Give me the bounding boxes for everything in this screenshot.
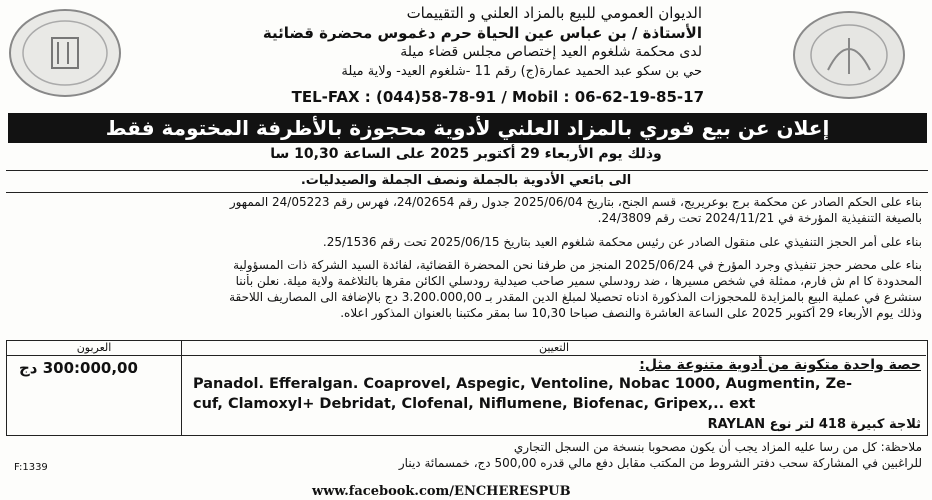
paragraph-seizure-order: بناء على أمر الحجز التنفيذي على منقول الصادر عن رئيس محكمة شلغوم العيد بتاريخ 2025/06/15 تحت رقم 25/1536. (322, 235, 922, 249)
note-commercial-register: ملاحظة: كل من رسا عليه المزاد يجب أن يكون مصحوبا بنسخة من السجل التجاري (513, 440, 922, 454)
divider (6, 170, 928, 171)
refrigerator-item: ثلاجة كبيرة 418 لتر نوع RAYLAN (707, 417, 921, 432)
announcement-title: إعلان عن بيع فوري بالمزاد العلني لأدوية محجوزة بالأظرفة المختومة فقط (105, 116, 830, 140)
column-header-deposit: العربون (76, 341, 112, 354)
note-specifications-fee: للراغبين في المشاركة سحب دفتر الشروط من المكتب مقابل دفع مالي قدره 500,00 دج، خمسمائة دينار (398, 456, 922, 470)
column-header-designation: التعيين (538, 341, 570, 354)
court-jurisdiction: لدى محكمة شلغوم العيد إختصاص مجلس قضاء ميلة (400, 44, 702, 60)
paragraph-inventory-line: المحدودة كا ام ش فارم، ممثلة في شخص مسيرها ، ضد رودسلي سمير صاحب صيدلية رودسلي الكائن مقرها بالتلاغمة ولاية ميلة. نعلن بأننا (235, 274, 922, 288)
paragraph-inventory-line: بناء على محضر حجز تنفيذي وجرد المؤرخ في 2025/06/24 المنجز من طرفنا نحن المحضرة القضائية، لفائدة السيد الشركة ذات المسؤولية (233, 258, 922, 272)
medicine-list-line: cuf, Clamoxyl+ Debridat, Clofenal, Niflumene, Biofenac, Gripex,.. ext (193, 396, 756, 412)
reference-code: F:1339 (14, 462, 48, 473)
official-seal-right (790, 8, 908, 102)
office-address: حي بن سكو عبد الحميد عمارة(ج) رقم 11 -شلغوم العيد- ولاية ميلة (341, 64, 702, 79)
lot-table (6, 340, 928, 436)
paragraph-judgment-line: بناء على الحكم الصادر عن محكمة برج بوعريريج، قسم الجنح، بتاريخ 2025/06/04 جدول رقم 24/02654، فهرس رقم 24/05223 الممهور (229, 195, 922, 209)
target-audience: الى بائعي الأدوية بالجملة ونصف الجملة والصيدليات. (300, 173, 632, 188)
divider (6, 192, 928, 193)
paragraph-judgment-line: بالصيغة التنفيذية المؤرخة في 2024/11/21 تحت رقم 24/3809. (597, 211, 922, 225)
official-seal-left (6, 6, 124, 100)
paragraph-inventory-line: سنشرع في عملية البيع بالمزايدة للمحجوزات المذكورة ادناه تحصيلا لمبلغ الدين المقدر بـ 3.200.000,00 دج بالإضافة الى المصاريف اللاحقة (229, 290, 922, 304)
contact-phones: TEL-FAX : (044)58-78-91 / Mobil : 06-62-19-85-17 (291, 88, 704, 106)
table-header-divider (7, 355, 926, 356)
paragraph-inventory-line: وذلك يوم الأربعاء 29 أكتوبر 2025 على الساعة العاشرة والنصف صباحا 10,30 سا بمقر مكتبنا بالعنوان المذكور اعلاه. (340, 306, 922, 320)
table-column-divider (181, 341, 182, 435)
medicine-list-line: Panadol. Efferalgan. Coaprovel, Aspegic, Ventoline, Nobac 1000, Augmentin, Ze- (193, 376, 852, 392)
office-name: الديوان العمومي للبيع بالمزاد العلني و التقييمات (406, 4, 702, 22)
bailiff-name: الأستاذة / بن عباس عين الحياة حرم دغموس محضرة قضائية (262, 24, 702, 42)
title-banner (8, 113, 927, 143)
website-link[interactable]: www.facebook.com/ENCHERESPUB (312, 484, 571, 499)
deposit-amount: 300:000,00 دج (19, 359, 138, 377)
auction-date: وذلك يوم الأربعاء 29 أكتوبر 2025 على الساعة 10,30 سا (270, 146, 662, 162)
lot-heading: حصة واحدة متكونة من أدوية متنوعة مثل: (639, 357, 921, 373)
